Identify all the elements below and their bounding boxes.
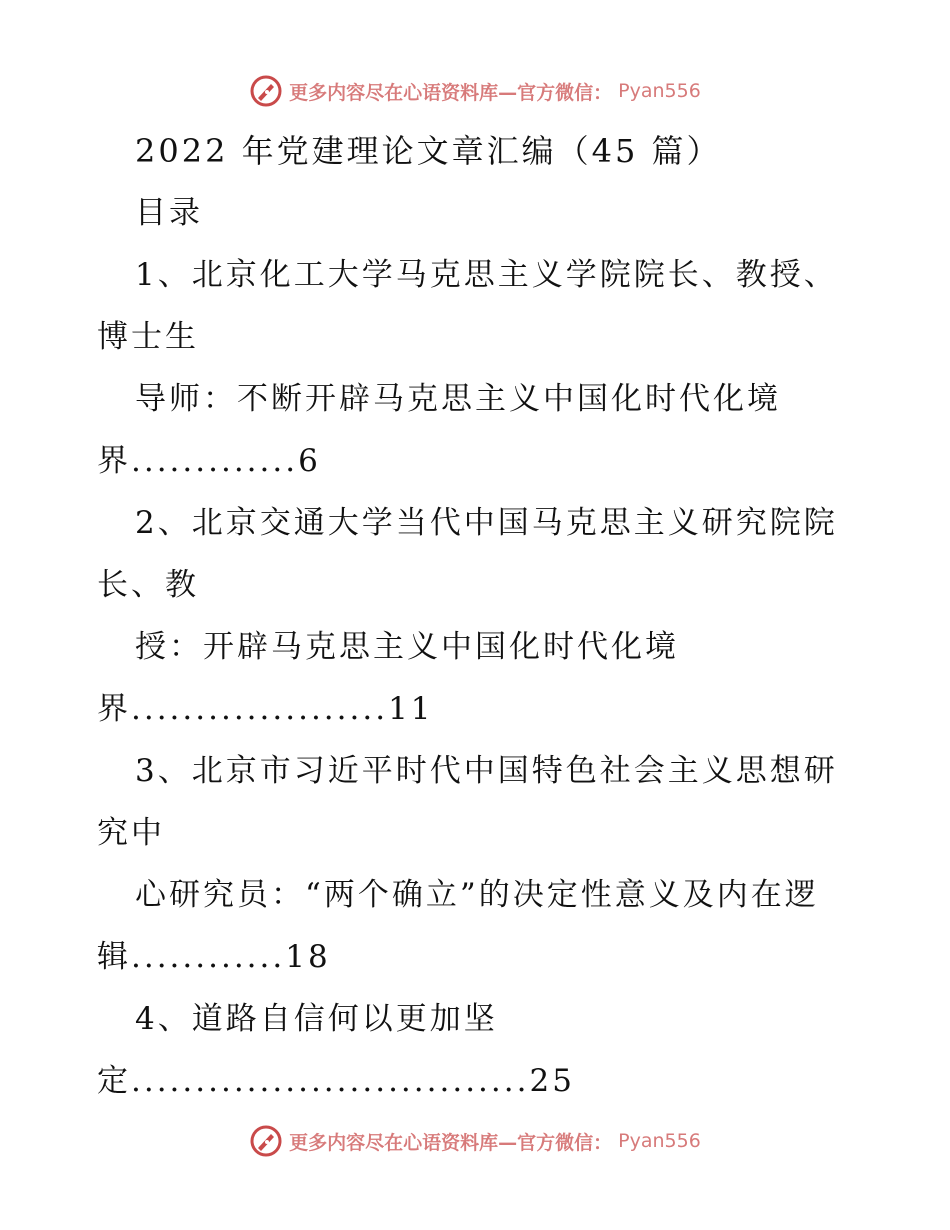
watermark-wechat-id: Pyan556 bbox=[618, 1130, 701, 1152]
pen-logo-icon bbox=[249, 74, 283, 108]
toc-line: 导师：不断开辟马克思主义中国化时代化境 bbox=[135, 381, 781, 417]
toc-line: 定...............................25 bbox=[97, 1063, 575, 1099]
toc-line: 究中 bbox=[97, 815, 165, 851]
toc-line: 3、北京市习近平时代中国特色社会主义思想研 bbox=[135, 753, 838, 789]
toc-line: 1、北京化工大学马克思主义学院院长、教授、 bbox=[135, 257, 838, 293]
watermark-wechat-id: Pyan556 bbox=[618, 80, 701, 102]
toc-line: 博士生 bbox=[97, 319, 199, 355]
document-title: 2022 年党建理论文章汇编（45 篇） bbox=[135, 132, 722, 170]
toc-line: 2、北京交通大学当代中国马克思主义研究院院 bbox=[135, 505, 838, 541]
toc-line: 心研究员：“两个确立”的决定性意义及内在逻 bbox=[135, 877, 819, 913]
toc-line: 界....................11 bbox=[97, 691, 434, 727]
watermark-text: 更多内容尽在心语资料库—官方微信： bbox=[289, 81, 613, 104]
pen-logo-icon bbox=[249, 1124, 283, 1158]
toc-line: 授：开辟马克思主义中国化时代化境 bbox=[135, 629, 679, 665]
toc-line: 界.............6 bbox=[97, 443, 321, 479]
toc-heading: 目录 bbox=[135, 195, 203, 231]
watermark-text: 更多内容尽在心语资料库—官方微信： bbox=[289, 1131, 613, 1154]
toc-line: 4、道路自信何以更加坚 bbox=[135, 1001, 498, 1037]
footer-watermark bbox=[0, 1124, 950, 1158]
toc-line: 辑............18 bbox=[97, 939, 331, 975]
document-body bbox=[97, 120, 877, 1112]
toc-line: 长、教 bbox=[97, 567, 199, 603]
header-watermark bbox=[0, 74, 950, 108]
